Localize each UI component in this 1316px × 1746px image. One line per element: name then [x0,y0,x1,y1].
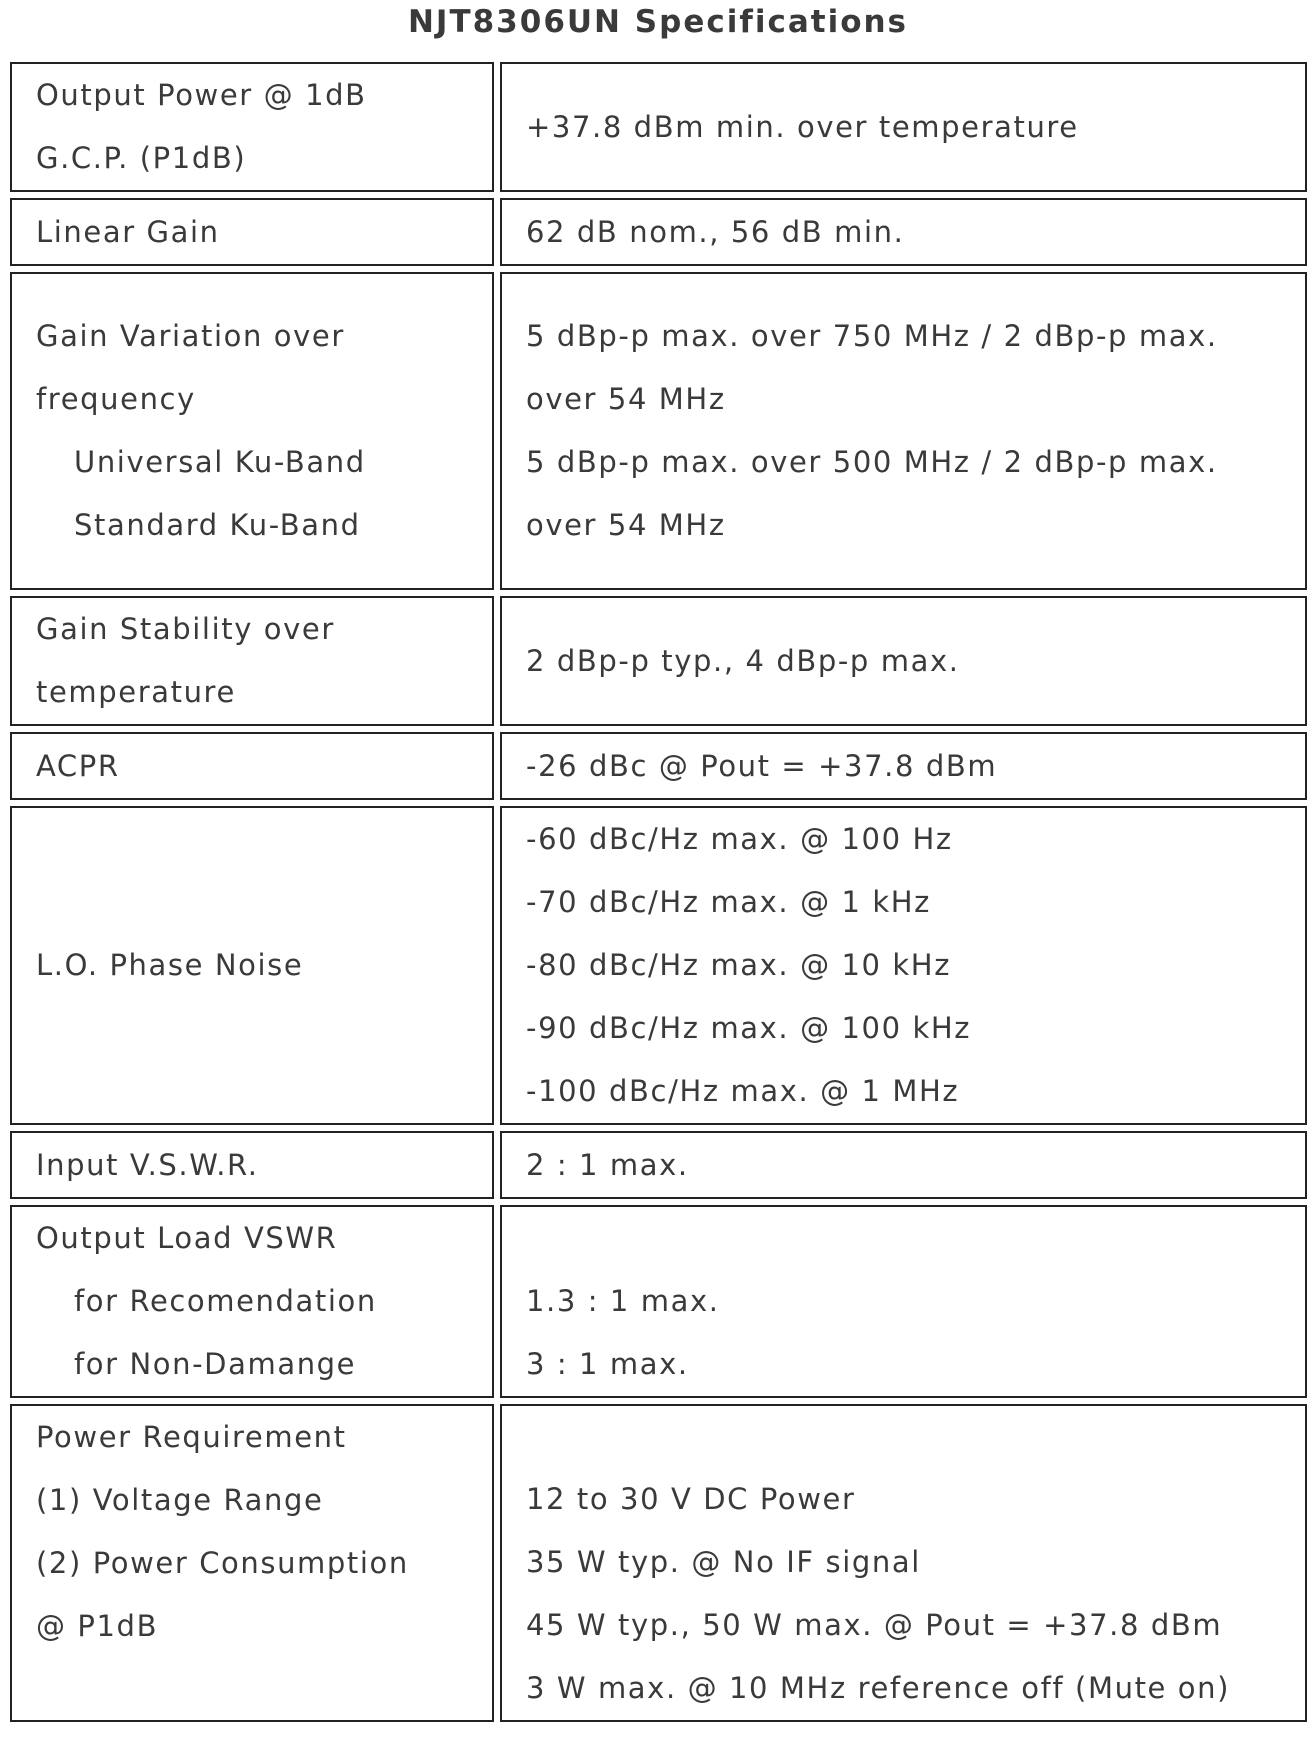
spec-value-line: -70 dBc/Hz max. @ 1 kHz [526,885,931,919]
spec-table [4,56,1313,1728]
spec-label-cell [10,732,494,800]
spec-value-line: -80 dBc/Hz max. @ 10 kHz [526,948,952,982]
spec-value-cell [500,596,1307,726]
spec-label-line: temperature [36,675,236,709]
spec-value-line: 45 W typ., 50 W max. @ Pout = +37.8 dBm [526,1608,1223,1642]
spec-value-line: -90 dBc/Hz max. @ 100 kHz [526,1011,972,1045]
spec-value-line: -100 dBc/Hz max. @ 1 MHz [526,1074,960,1108]
spec-value-cell [500,732,1307,800]
spec-label-cell [10,1205,494,1398]
spec-label-line: (1) Voltage Range [36,1483,324,1517]
spec-label-line: Standard Ku-Band [74,508,361,542]
spec-value-line: 12 to 30 V DC Power [526,1482,856,1516]
spec-value-cell [500,62,1307,192]
spec-value-cell [500,806,1307,1125]
spec-value-line: over 54 MHz [526,382,726,416]
spec-label-cell [10,1131,494,1199]
spec-label-line: Power Requirement [36,1420,347,1454]
table-row [10,198,1307,266]
spec-value-cell [500,1404,1307,1722]
spec-value-cell [500,1205,1307,1398]
spec-value-line: 2 dBp-p typ., 4 dBp-p max. [526,643,960,678]
spec-label-line: L.O. Phase Noise [36,948,304,982]
spec-value-line: 1.3 : 1 max. [526,1284,720,1318]
spec-label-cell [10,198,494,266]
spec-label-line: Gain Variation over [36,319,345,353]
spec-label-cell [10,62,494,192]
spec-label-line: frequency [36,382,196,416]
table-row [10,272,1307,590]
table-row [10,62,1307,192]
spec-value-cell [500,198,1307,266]
table-row [10,1205,1307,1398]
spec-value-line: over 54 MHz [526,508,726,542]
spec-value-line: 2 : 1 max. [526,1147,689,1182]
spec-label-line: for Recomendation [74,1284,377,1318]
spec-label-line: Output Load VSWR [36,1221,338,1255]
table-row [10,1404,1307,1722]
table-row [10,732,1307,800]
spec-label-line: for Non-Damange [74,1347,357,1381]
spec-value-cell [500,1131,1307,1199]
spec-label-line: @ P1dB [36,1609,159,1643]
spec-label-cell [10,596,494,726]
spec-label-line: Universal Ku-Band [74,445,366,479]
table-row [10,806,1307,1125]
table-row [10,596,1307,726]
spec-label-line: G.C.P. (P1dB) [36,141,247,175]
spec-value-line: +37.8 dBm min. over temperature [526,109,1079,144]
spec-label-line: Output Power @ 1dB [36,78,367,112]
spec-label-line: Input V.S.W.R. [36,1147,259,1182]
spec-value-cell [500,272,1307,590]
spec-value-line: 62 dB nom., 56 dB min. [526,214,905,249]
page-title: NJT8306UN Specifications [407,4,909,40]
spec-value-line: 3 W max. @ 10 MHz reference off (Mute on) [526,1671,1231,1705]
spec-label-line: ACPR [36,748,120,783]
spec-label-line: Gain Stability over [36,612,335,646]
spec-label-cell [10,272,494,590]
spec-label-line: Linear Gain [36,214,220,249]
table-row [10,1131,1307,1199]
spec-value-line: 5 dBp-p max. over 750 MHz / 2 dBp-p max. [526,319,1218,353]
spec-value-line: 35 W typ. @ No IF signal [526,1545,921,1579]
spec-value-line: 5 dBp-p max. over 500 MHz / 2 dBp-p max. [526,445,1218,479]
spec-label-line: (2) Power Consumption [36,1546,409,1580]
spec-value-line: -60 dBc/Hz max. @ 100 Hz [526,822,953,856]
spec-label-cell [10,806,494,1125]
spec-label-cell [10,1404,494,1722]
spec-value-line: 3 : 1 max. [526,1347,689,1381]
spec-value-line: -26 dBc @ Pout = +37.8 dBm [526,748,998,783]
